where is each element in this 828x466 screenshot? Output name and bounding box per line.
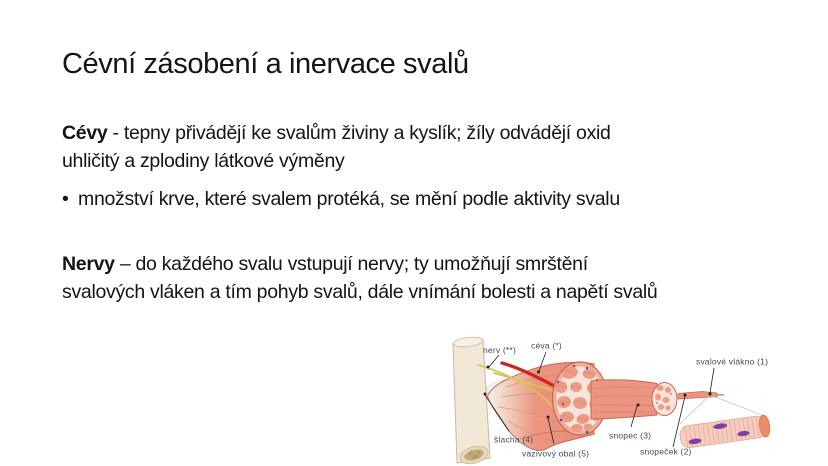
- cevy-line2-text: uhličitý a zplodiny látkové výměny: [62, 149, 345, 172]
- paragraph-nervy: [62, 251, 657, 306]
- bullet-text: množství krve, které svalem protéká, se mění podle aktivity svalu: [78, 188, 620, 210]
- bullet-blood-flow: [62, 186, 620, 214]
- paragraph-cevy: [62, 120, 611, 175]
- label-snopecek: snopeček (2): [640, 446, 692, 457]
- slide-title: Cévní zásobení a inervace svalů: [62, 48, 469, 80]
- cevy-lead-word: Cévy: [62, 122, 108, 144]
- paragraph-cevy-line1: [62, 120, 611, 148]
- nervy-lead-word: Nervy: [62, 253, 115, 275]
- paragraph-nervy-line1: [62, 251, 657, 279]
- label-slacha: šlacha (4): [494, 434, 534, 445]
- label-vazivovy-obal: vazivový obal (5): [522, 448, 590, 459]
- label-svalove-vlakno: svalové vlákno (1): [696, 356, 769, 367]
- nervy-line1-text: – do každého svalu vstupují nervy; ty umožňují smrštění: [114, 253, 588, 275]
- muscle-anatomy-diagram: [450, 335, 828, 466]
- label-snopec: snopec (3): [609, 430, 652, 441]
- nervy-line2-text: svalových vláken a tím pohyb svalů, dále vnímání bolesti a napětí svalů: [62, 280, 658, 303]
- label-nerv: nerv (**): [483, 345, 516, 355]
- label-ceva: céva (*): [531, 340, 562, 351]
- cevy-line1-text: - tepny přivádějí ke svalům živiny a kyslík; žíly odvádějí oxid: [107, 122, 611, 144]
- bone-illustration: [453, 336, 491, 466]
- bullet-marker: •: [62, 188, 69, 210]
- muscle-fiber-magnified: [679, 414, 771, 448]
- fascicle-snopec: [591, 380, 677, 419]
